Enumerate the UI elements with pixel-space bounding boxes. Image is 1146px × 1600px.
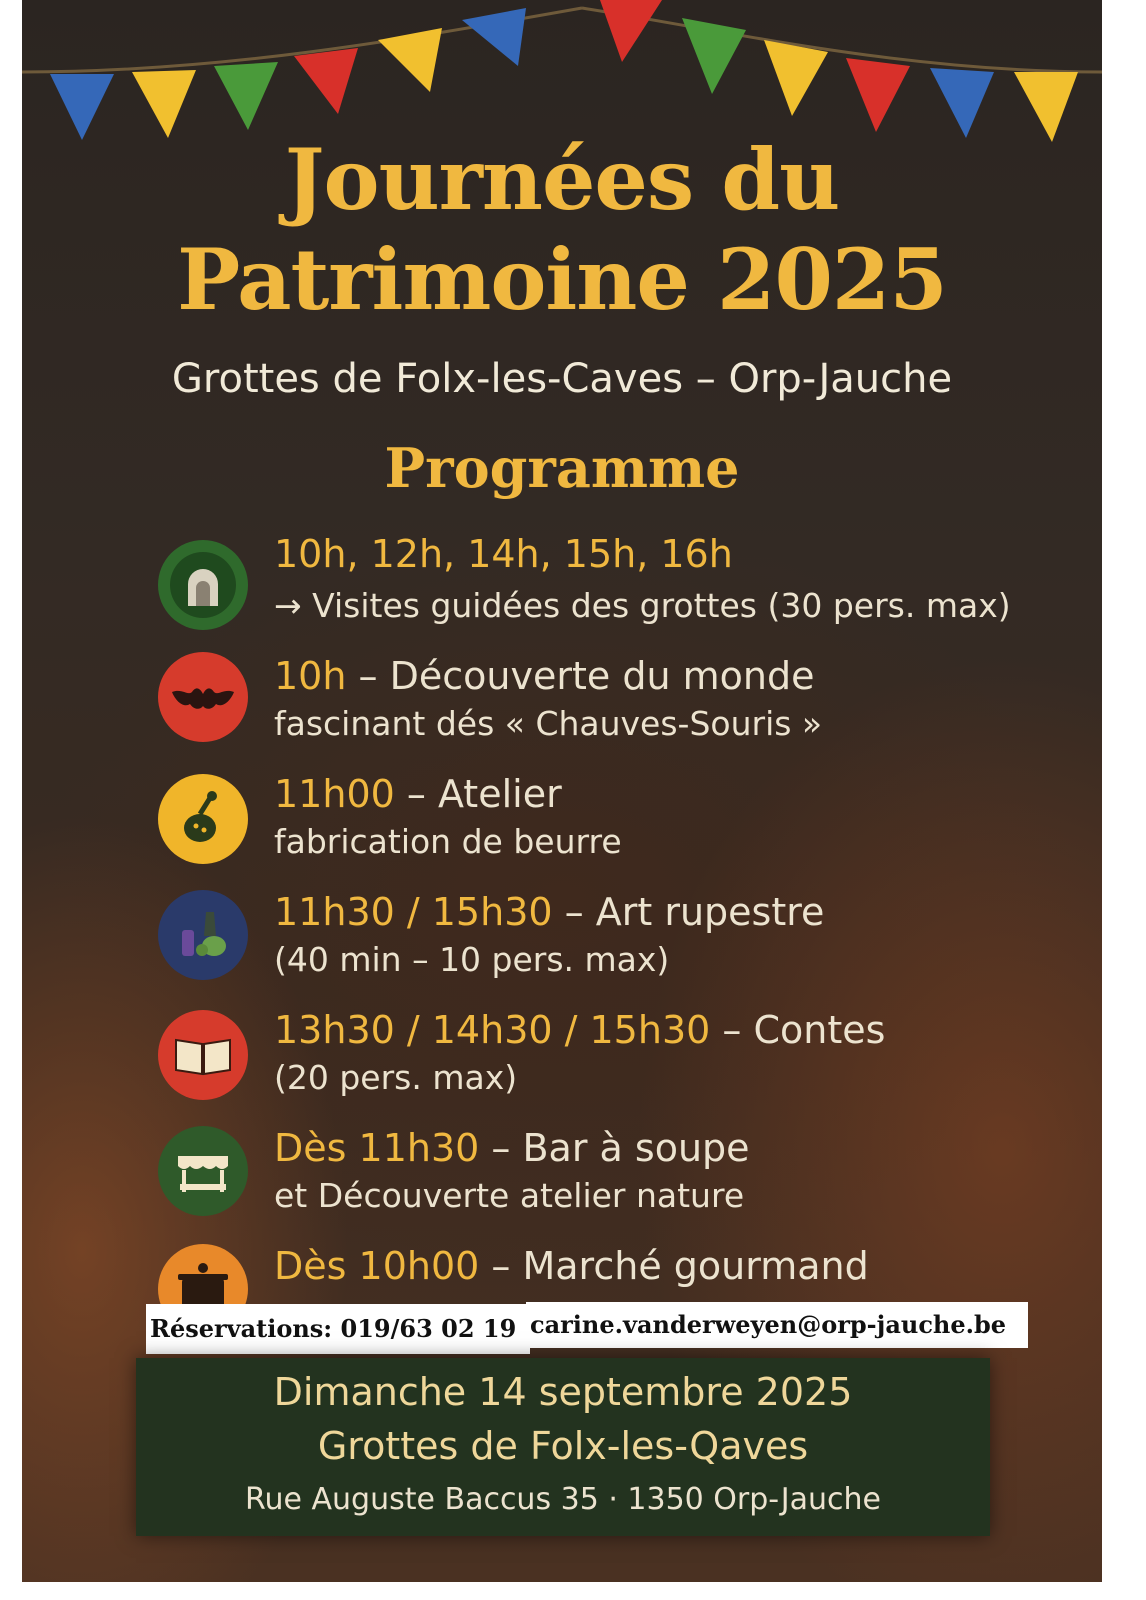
cave-painting-icon bbox=[158, 890, 248, 980]
program-separator: – bbox=[552, 890, 596, 934]
program-item-title bbox=[274, 654, 814, 698]
bunting-decoration bbox=[22, 0, 1102, 150]
program-time: 11h00 bbox=[274, 772, 395, 816]
footer-panel bbox=[136, 1358, 990, 1536]
program-text: Contes bbox=[753, 1008, 886, 1052]
program-item-title bbox=[274, 772, 562, 816]
event-date: Dimanche 14 septembre 2025 bbox=[273, 1370, 853, 1414]
program-item-title bbox=[274, 1126, 750, 1170]
program-item-description: (40 min – 10 pers. max) bbox=[274, 940, 670, 979]
cooking-pot-icon bbox=[158, 1244, 248, 1304]
program-item-tales bbox=[22, 1008, 1102, 1118]
program-text: Découverte du monde bbox=[389, 654, 815, 698]
program-separator: – bbox=[479, 1244, 523, 1288]
reservation-phone: Réservations: 019/63 02 19 bbox=[146, 1304, 530, 1354]
program-item-description: fabrication de beurre bbox=[274, 822, 622, 861]
program-separator: – bbox=[710, 1008, 754, 1052]
program-item-title bbox=[274, 1244, 869, 1288]
program-item-guided-tours bbox=[22, 532, 1102, 642]
program-item-description: et Découverte atelier nature bbox=[274, 1176, 745, 1215]
program-text: Marché gourmand bbox=[522, 1244, 869, 1288]
program-item-title bbox=[274, 1008, 885, 1052]
butter-churn-icon bbox=[158, 774, 248, 864]
title-line-2: Patrimoine 2025 bbox=[177, 230, 947, 329]
program-item-description: → Visites guidées des grottes (30 pers. max) bbox=[274, 586, 1011, 625]
program-text: Art rupestre bbox=[595, 890, 825, 934]
event-address: Rue Auguste Baccus 35 · 1350 Orp-Jauche bbox=[245, 1482, 881, 1517]
program-time: 11h30 / 15h30 bbox=[274, 890, 553, 934]
program-time: 13h30 / 14h30 / 15h30 bbox=[274, 1008, 711, 1052]
program-item-gourmet-market bbox=[22, 1244, 1102, 1304]
bat-icon bbox=[158, 652, 248, 742]
programme-heading: Programme bbox=[384, 436, 740, 500]
program-separator: – bbox=[479, 1126, 523, 1170]
title-line-1: Journées du bbox=[284, 130, 840, 229]
program-item-soup-bar bbox=[22, 1126, 1102, 1236]
program-separator: – bbox=[394, 772, 438, 816]
program-item-title bbox=[274, 890, 824, 934]
program-item-description: fascinant dés « Chauves-Souris » bbox=[274, 704, 823, 743]
program-time: Dès 10h00 bbox=[274, 1244, 480, 1288]
program-time: 10h bbox=[274, 654, 347, 698]
program-item-butter-workshop bbox=[22, 772, 1102, 882]
event-venue: Grottes de Folx-les-Qaves bbox=[317, 1424, 809, 1468]
cave-entrance-icon bbox=[158, 540, 248, 630]
program-item-rock-art bbox=[22, 890, 1102, 1000]
open-book-icon bbox=[158, 1010, 248, 1100]
program-time: Dès 11h30 bbox=[274, 1126, 480, 1170]
reservation-email[interactable]: carine.vanderweyen@orp-jauche.be bbox=[526, 1302, 1028, 1348]
program-separator: – bbox=[346, 654, 390, 698]
program-item-bats bbox=[22, 654, 1102, 764]
program-item-title bbox=[274, 532, 733, 576]
program-item-description: (20 pers. max) bbox=[274, 1058, 518, 1097]
program-time: 10h, 12h, 14h, 15h, 16h bbox=[274, 532, 733, 576]
poster bbox=[22, 0, 1102, 1582]
location-subtitle: Grottes de Folx-les-Caves – Orp-Jauche bbox=[171, 356, 953, 402]
market-stall-icon bbox=[158, 1126, 248, 1216]
program-text: Atelier bbox=[437, 772, 562, 816]
program-text: Bar à soupe bbox=[522, 1126, 750, 1170]
